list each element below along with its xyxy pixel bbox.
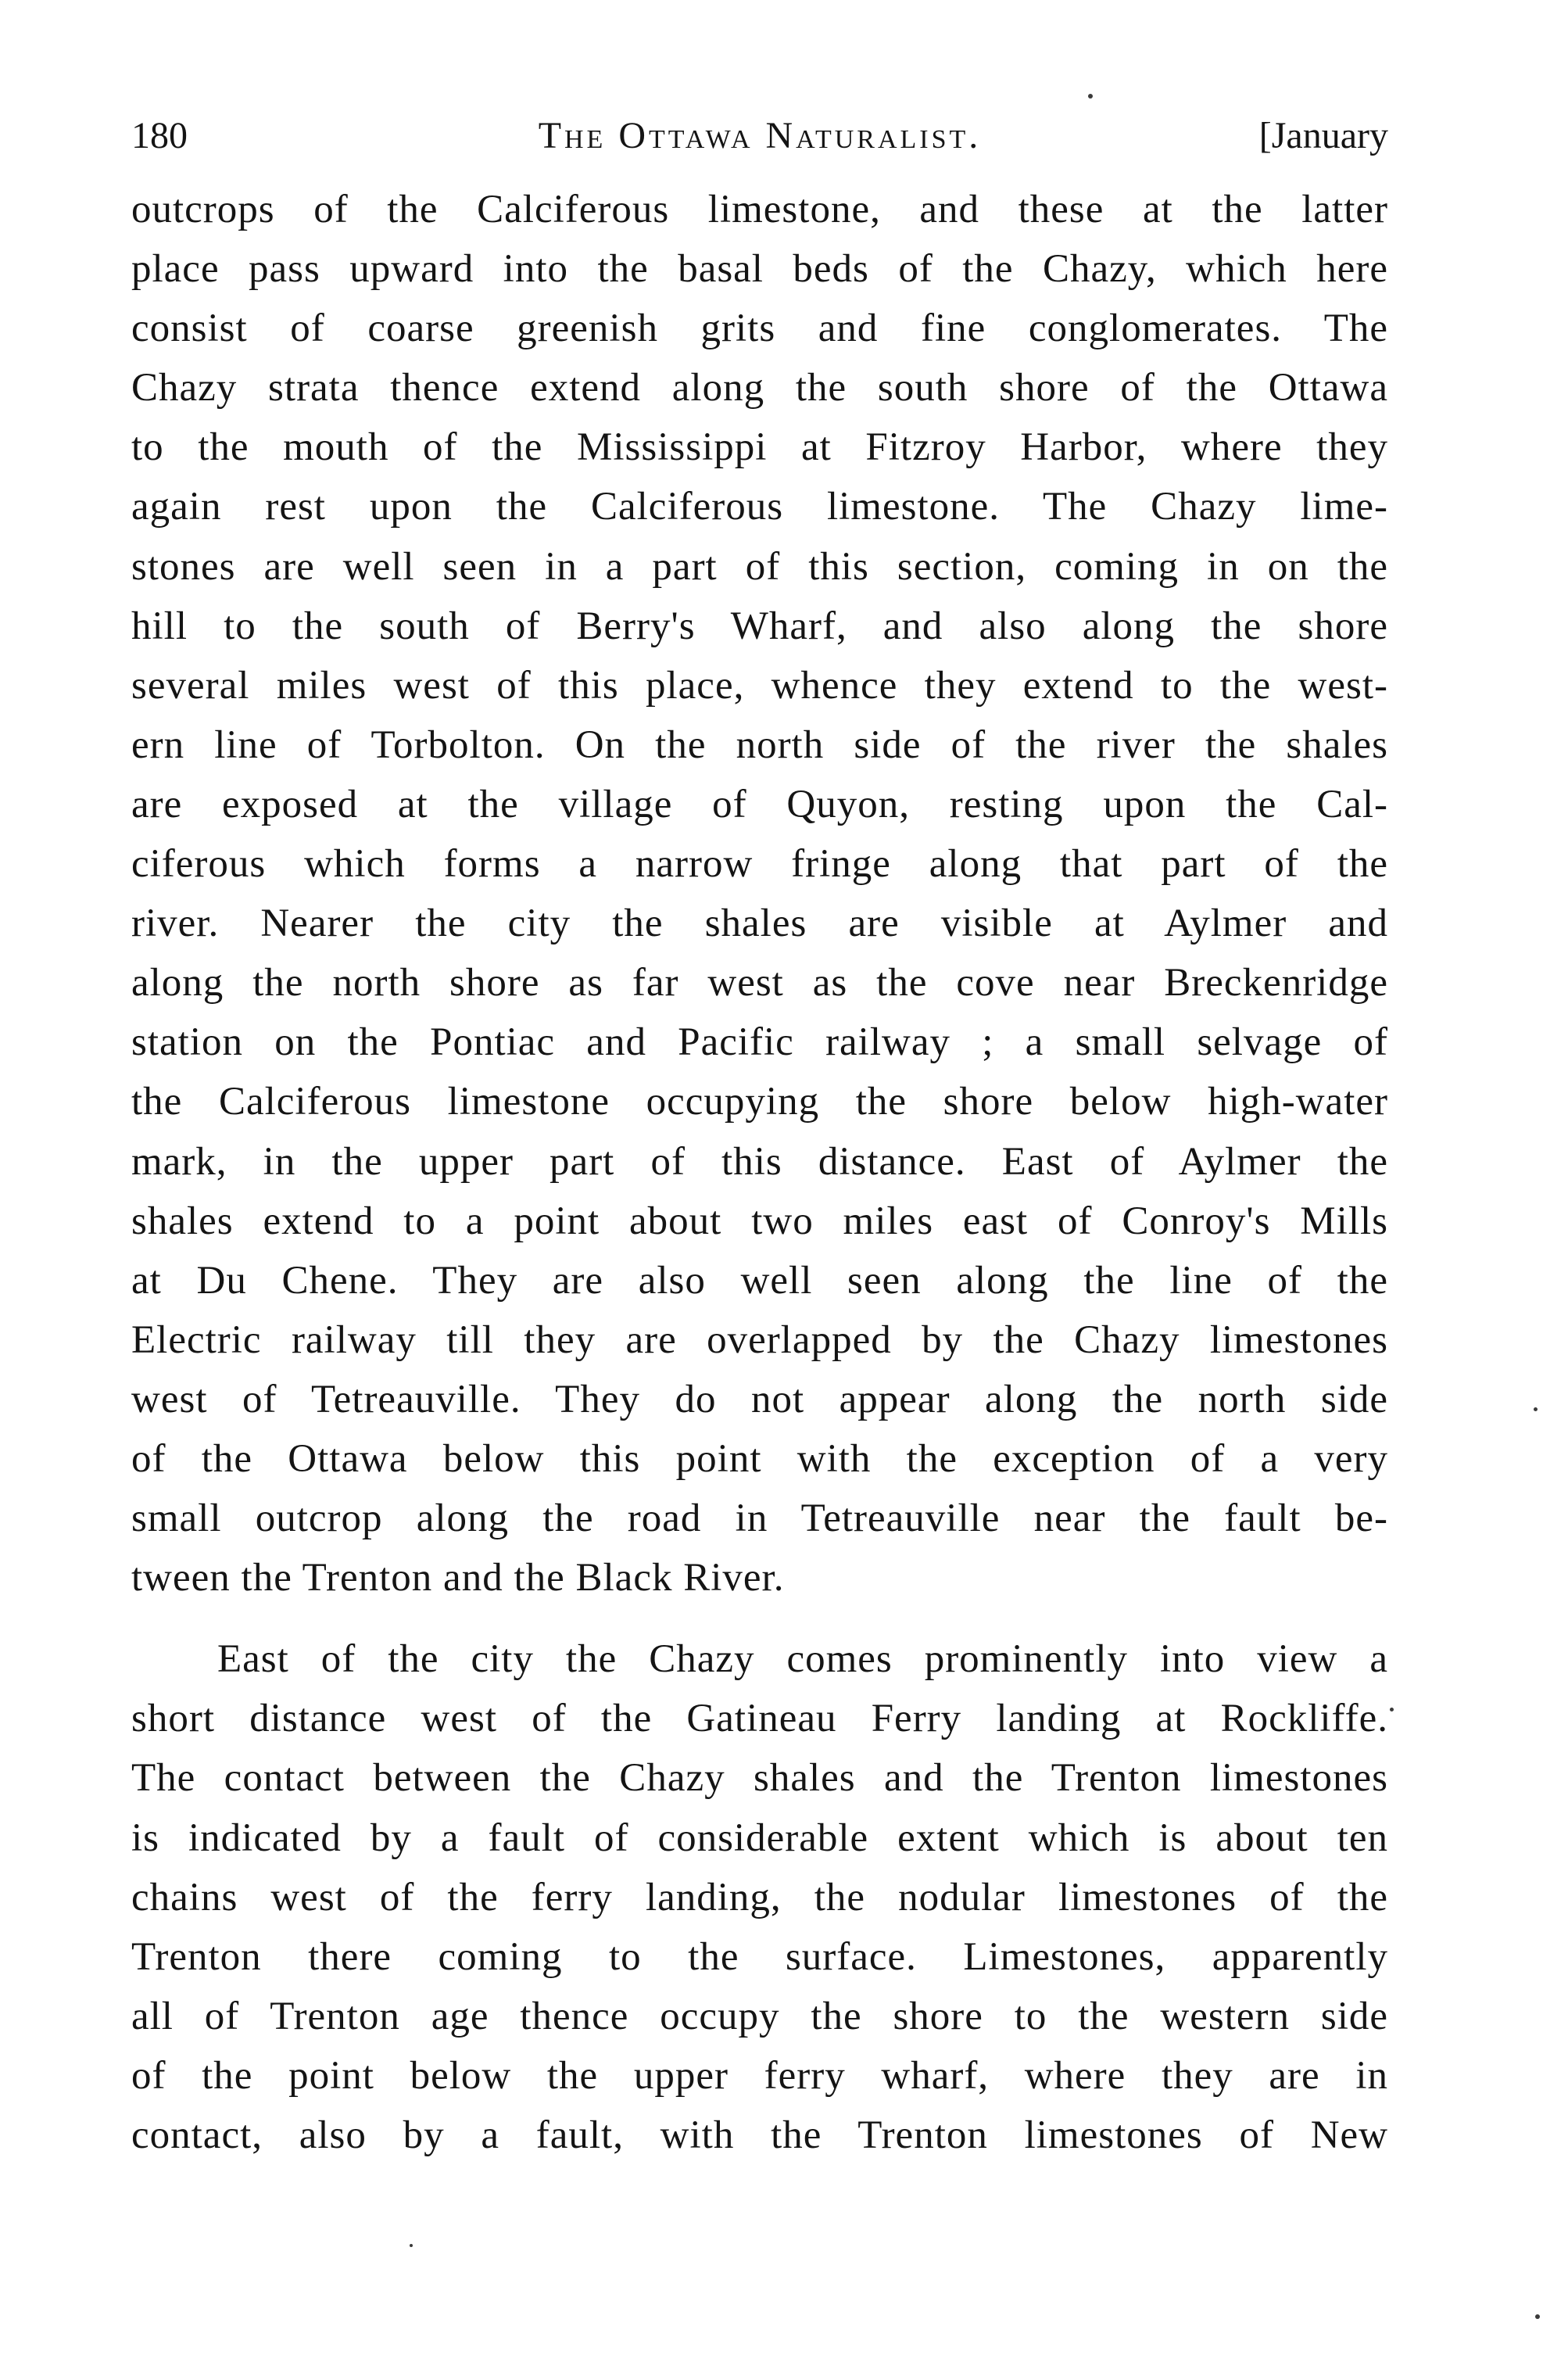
text-line: Chazy strata thence extend along the south shore of the Ottawa [131, 366, 1388, 410]
text-line: ern line of Torbolton. On the north side of the river the shales [131, 722, 1388, 767]
text-line: the Calciferous limestone occupying the shore below high-water [131, 1080, 1388, 1124]
text-line: chains west of the ferry landing, the nodular limestones of the [131, 1875, 1388, 1919]
body-text [131, 180, 1388, 2165]
paragraph-2 [131, 1629, 1388, 2165]
paragraph-1 [131, 180, 1388, 1608]
journal-title: The Ottawa Naturalist. [538, 115, 982, 156]
scan-speck [1390, 1708, 1394, 1711]
scan-speck [1535, 2314, 1540, 2319]
text-line: outcrops of the Calciferous limestone, and these at the latter [131, 188, 1388, 231]
text-line: all of Trenton age thence occupy the shore to the western side [131, 1994, 1388, 2038]
text-line: at Du Chene. They are also well seen along the line of the [131, 1258, 1388, 1303]
text-line: Trenton there coming to the surface. Limestones, apparently [131, 1934, 1388, 1979]
issue-month: [January [1258, 115, 1388, 156]
text-line: of the Ottawa below this point with the exception of a very [131, 1436, 1388, 1481]
text-line: of the point below the upper ferry wharf, where they are in [131, 2053, 1388, 2098]
text-line: The contact between the Chazy shales and the Trenton limestones [131, 1756, 1388, 1801]
text-line: Electric railway till they are overlapped by the Chazy limestones [131, 1317, 1388, 1362]
text-line: station on the Pontiac and Pacific railway ; a small selvage of [131, 1020, 1388, 1065]
page-number: 180 [131, 115, 188, 156]
text-line: several miles west of this place, whence they extend to the west- [131, 663, 1388, 708]
text-line: along the north shore as far west as the cove near Breckenridge [131, 961, 1388, 1005]
text-line: contact, also by a fault, with the Trenton limestones of New [131, 2113, 1388, 2157]
text-line: west of Tetreauville. They do not appear along the north side [131, 1377, 1388, 1421]
scan-speck [1534, 1407, 1538, 1411]
text-line: place pass upward into the basal beds of the Chazy, which here [131, 247, 1388, 292]
scan-speck [410, 2244, 413, 2247]
text-line: shales extend to a point about two miles east of Conroy's Mills [131, 1199, 1388, 1243]
text-line: to the mouth of the Mississippi at Fitzroy Harbor, where they [131, 425, 1388, 470]
text-line: mark, in the upper part of this distance. East of Aylmer the [131, 1139, 1388, 1184]
text-line: tween the Trenton and the Black River. [131, 1556, 785, 1600]
text-line: hill to the south of Berry's Wharf, and also along the shore [131, 604, 1388, 648]
text-line: short distance west of the Gatineau Ferry landing at Rockliffe. [131, 1697, 1388, 1741]
text-line: is indicated by a fault of considerable extent which is about ten [131, 1815, 1388, 1860]
text-line: stones are well seen in a part of this section, coming in on the [131, 544, 1388, 589]
scan-speck [1088, 94, 1093, 99]
text-line: are exposed at the village of Quyon, resting upon the Cal- [131, 782, 1388, 826]
paragraph-gap [131, 1608, 1388, 1629]
text-line: consist of coarse greenish grits and fine conglomerates. The [131, 306, 1388, 351]
text-line: ciferous which forms a narrow fringe along that part of the [131, 842, 1388, 887]
text-line: East of the city the Chazy comes prominently into view a [217, 1637, 1388, 1682]
text-line: river. Nearer the city the shales are visible at Aylmer and [131, 901, 1388, 946]
text-line: small outcrop along the road in Tetreauville near the fault be- [131, 1496, 1388, 1541]
running-head [131, 105, 1388, 167]
text-line: again rest upon the Calciferous limestone. The Chazy lime- [131, 485, 1388, 529]
